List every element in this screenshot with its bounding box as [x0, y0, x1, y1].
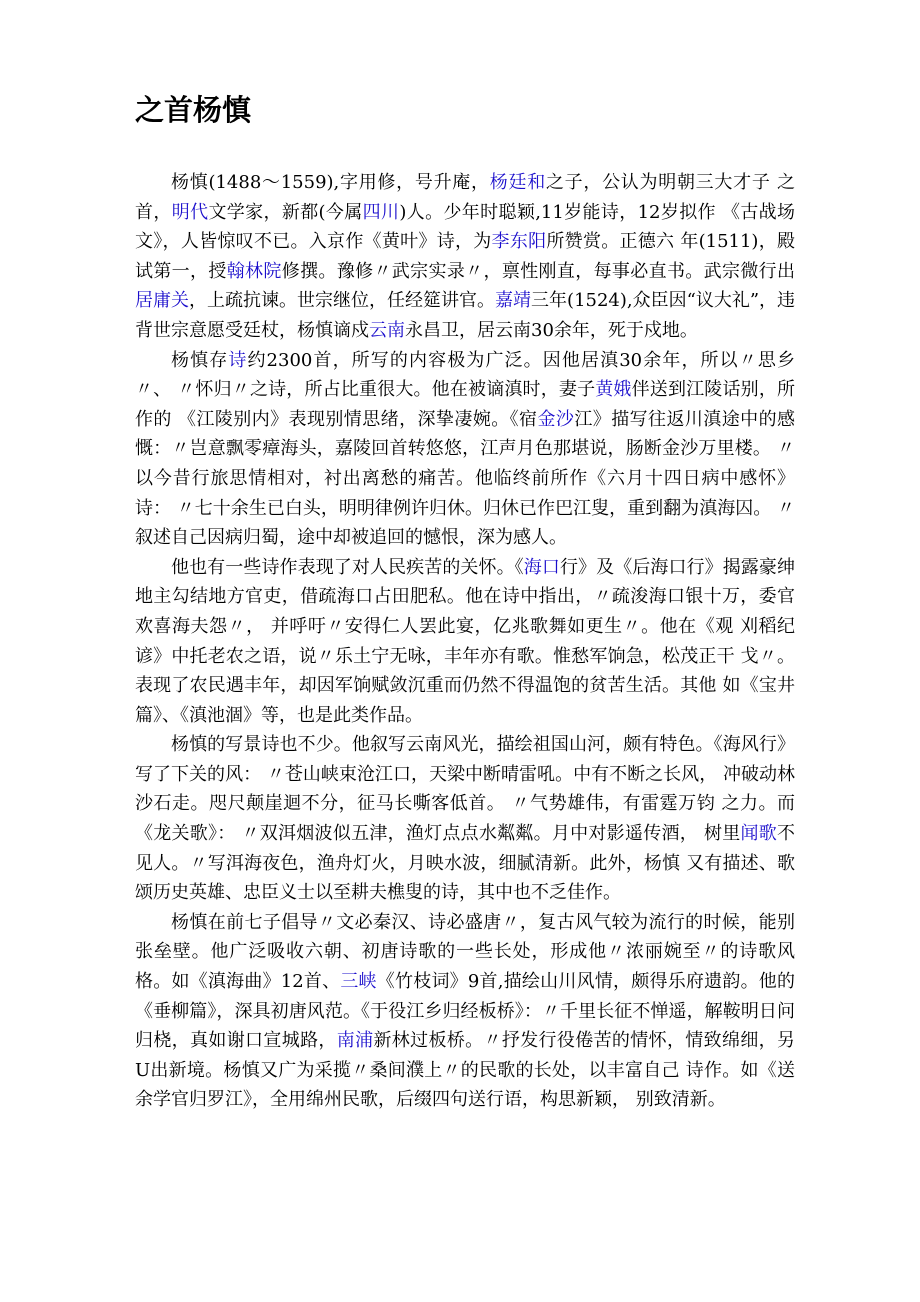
text-run: 杨慎在前七子倡导〃文必秦汉、诗必盛唐〃，复古风气较为流行的时候，能别张垒壁。他广泛吸收六朝、初唐诗歌的一些长处，形成他〃浓丽婉至〃的诗歌风格。如《滇海曲》12首、	[135, 911, 795, 993]
wiki-link[interactable]: 翰林院	[226, 260, 282, 282]
text-run: 之子，公认为明朝三大才子 之首，	[135, 172, 796, 223]
wiki-link[interactable]: 云南	[369, 319, 405, 341]
text-run: 行》及《后海口行》揭露豪绅地主勾结地方官吏，借疏海口占田肥私。他在诗中指出，〃疏浚海口银十万，委官欢喜海夫怨〃， 并呼吁〃安得仁人罢此宴，亿兆歌舞如更生〃。他在《观 刈稻纪谚》中托老农之语，说〃乐土宁无咏，丰年亦有歌。惟愁军饷急，松茂正干 戈〃。表现了农民遇丰年，却因军饷赋敛沉重而仍然不得温饱的贫苦生活。其他 如《宝井篇》、《滇池涸》等，也是此类作品。	[135, 556, 796, 726]
text-run: 杨慎(1488～1559),字用修，号升庵，	[171, 172, 490, 193]
paragraph	[135, 168, 795, 346]
text-run: 杨慎存	[171, 349, 229, 371]
text-run: 杨慎的写景诗也不少。他叙写云南风光，描绘祖国山河，颇有特色。《海风行》写了下关的风： 〃苍山峡束沧江口，天梁中断晴雷吼。中有不断之长风， 冲破动林沙石走。咫尺颠崖迴不分，征马长嘶客低首。 〃气势雄伟，有雷霆万钧 之力。而《龙关歌》： 〃双洱烟波似五津，渔灯点点水粼粼。月中对影遥传酒， 树里	[135, 734, 795, 845]
page-title: 之首杨慎	[135, 93, 252, 127]
paragraph	[135, 553, 795, 731]
text-run: 江》描写往返川滇途中的感 慨：〃岂意飘零瘴海头，嘉陵回首转悠悠，江声月色那堪说，肠断金沙万里楼。 〃以今昔行旅思情相对，衬出离愁的痛苦。他临终前所作《六月十四日病中感怀》 诗： 〃七十余生已白头，明明律例许归休。归休已作巴江叟，重到翻为滇海囚。 〃叙述自己因病归蜀，途中却被追回的憾恨，深为感人。	[135, 408, 796, 549]
text-run: )人。少年时聪颖,11岁能诗，12岁拟作 《古战场文》，人皆惊叹不已。入京作《黄叶》诗，为	[135, 201, 796, 253]
wiki-link[interactable]: 闻歌	[740, 823, 778, 845]
wiki-link[interactable]: 海口	[523, 556, 560, 578]
wiki-link[interactable]: 金沙	[537, 408, 575, 430]
wiki-link[interactable]: 明代	[171, 201, 209, 223]
wiki-link[interactable]: 杨廷和	[489, 172, 546, 193]
wiki-link[interactable]: 李东阳	[491, 231, 547, 253]
text-run: 不见人。〃写洱海夜色，渔舟灯火，月映水波，细腻清新。此外，杨慎 又有描述、歌颂历史英雄、忠臣义士以至耕夫樵叟的诗，其中也不乏佳作。	[135, 823, 796, 904]
text-run: 所赞赏。正德六 年(1511)，殿试第一，授	[135, 231, 796, 282]
text-run: 他也有一些诗作表现了对人民疾苦的关怀。《	[171, 556, 524, 578]
text-run: 新林过板桥。〃抒发行役倦苦的情怀，情致绵细，另U出新境。杨慎又广为采揽〃桑间濮上〃的民歌的长处，以丰富自己 诗作。如《送余学官归罗江》，全用绵州民歌，后缀四句送行语，构思新颖， 别致清新。	[135, 1030, 796, 1111]
text-run: 文学家，新都(今属	[208, 201, 363, 223]
wiki-link[interactable]: 嘉靖	[495, 290, 532, 312]
wiki-link[interactable]: 居庸关	[135, 290, 190, 312]
wiki-link[interactable]: 南浦	[336, 1030, 374, 1052]
paragraph	[135, 730, 795, 908]
text-run: ，上疏抗谏。世宗继位，任经筵讲官。	[189, 290, 496, 312]
wiki-link[interactable]: 诗	[228, 349, 248, 371]
text-run: 永昌卫，居云南30余年，死于戍地。	[405, 319, 698, 341]
paragraph	[135, 346, 795, 553]
text-run: 约2300首，所写的内容极为广泛。因他居滇30余年，所以〃思乡〃、 〃怀归〃之诗，所占比重很大。他在被谪滇时，妻子	[135, 349, 795, 401]
wiki-link[interactable]: 三峡	[340, 971, 377, 993]
text-run: 伴送到江陵话别，所作的 《江陵别内》表现别情思绪，深挚凄婉。《宿	[135, 379, 796, 430]
wiki-link[interactable]: 黄娥	[595, 379, 632, 401]
wiki-link[interactable]: 四川	[362, 201, 400, 223]
text-run: 三年(1524),众臣因“议大礼”，违背世宗意愿受廷杖，杨慎谪戍	[135, 290, 796, 341]
text-run: 修撰。豫修〃武宗实录〃，禀性刚直，每事必直书。武宗微行出	[281, 260, 796, 282]
text-run: 《竹枝词》9首,描绘山川风情，颇得乐府遗韵。他的《垂柳篇》，深具初唐风范。《于役江乡归经板桥》：〃千里长征不惮遥，解鞍明日问归桡，真如谢口宣城路，	[135, 971, 796, 1052]
paragraph	[135, 908, 795, 1115]
article-body	[135, 168, 795, 1115]
